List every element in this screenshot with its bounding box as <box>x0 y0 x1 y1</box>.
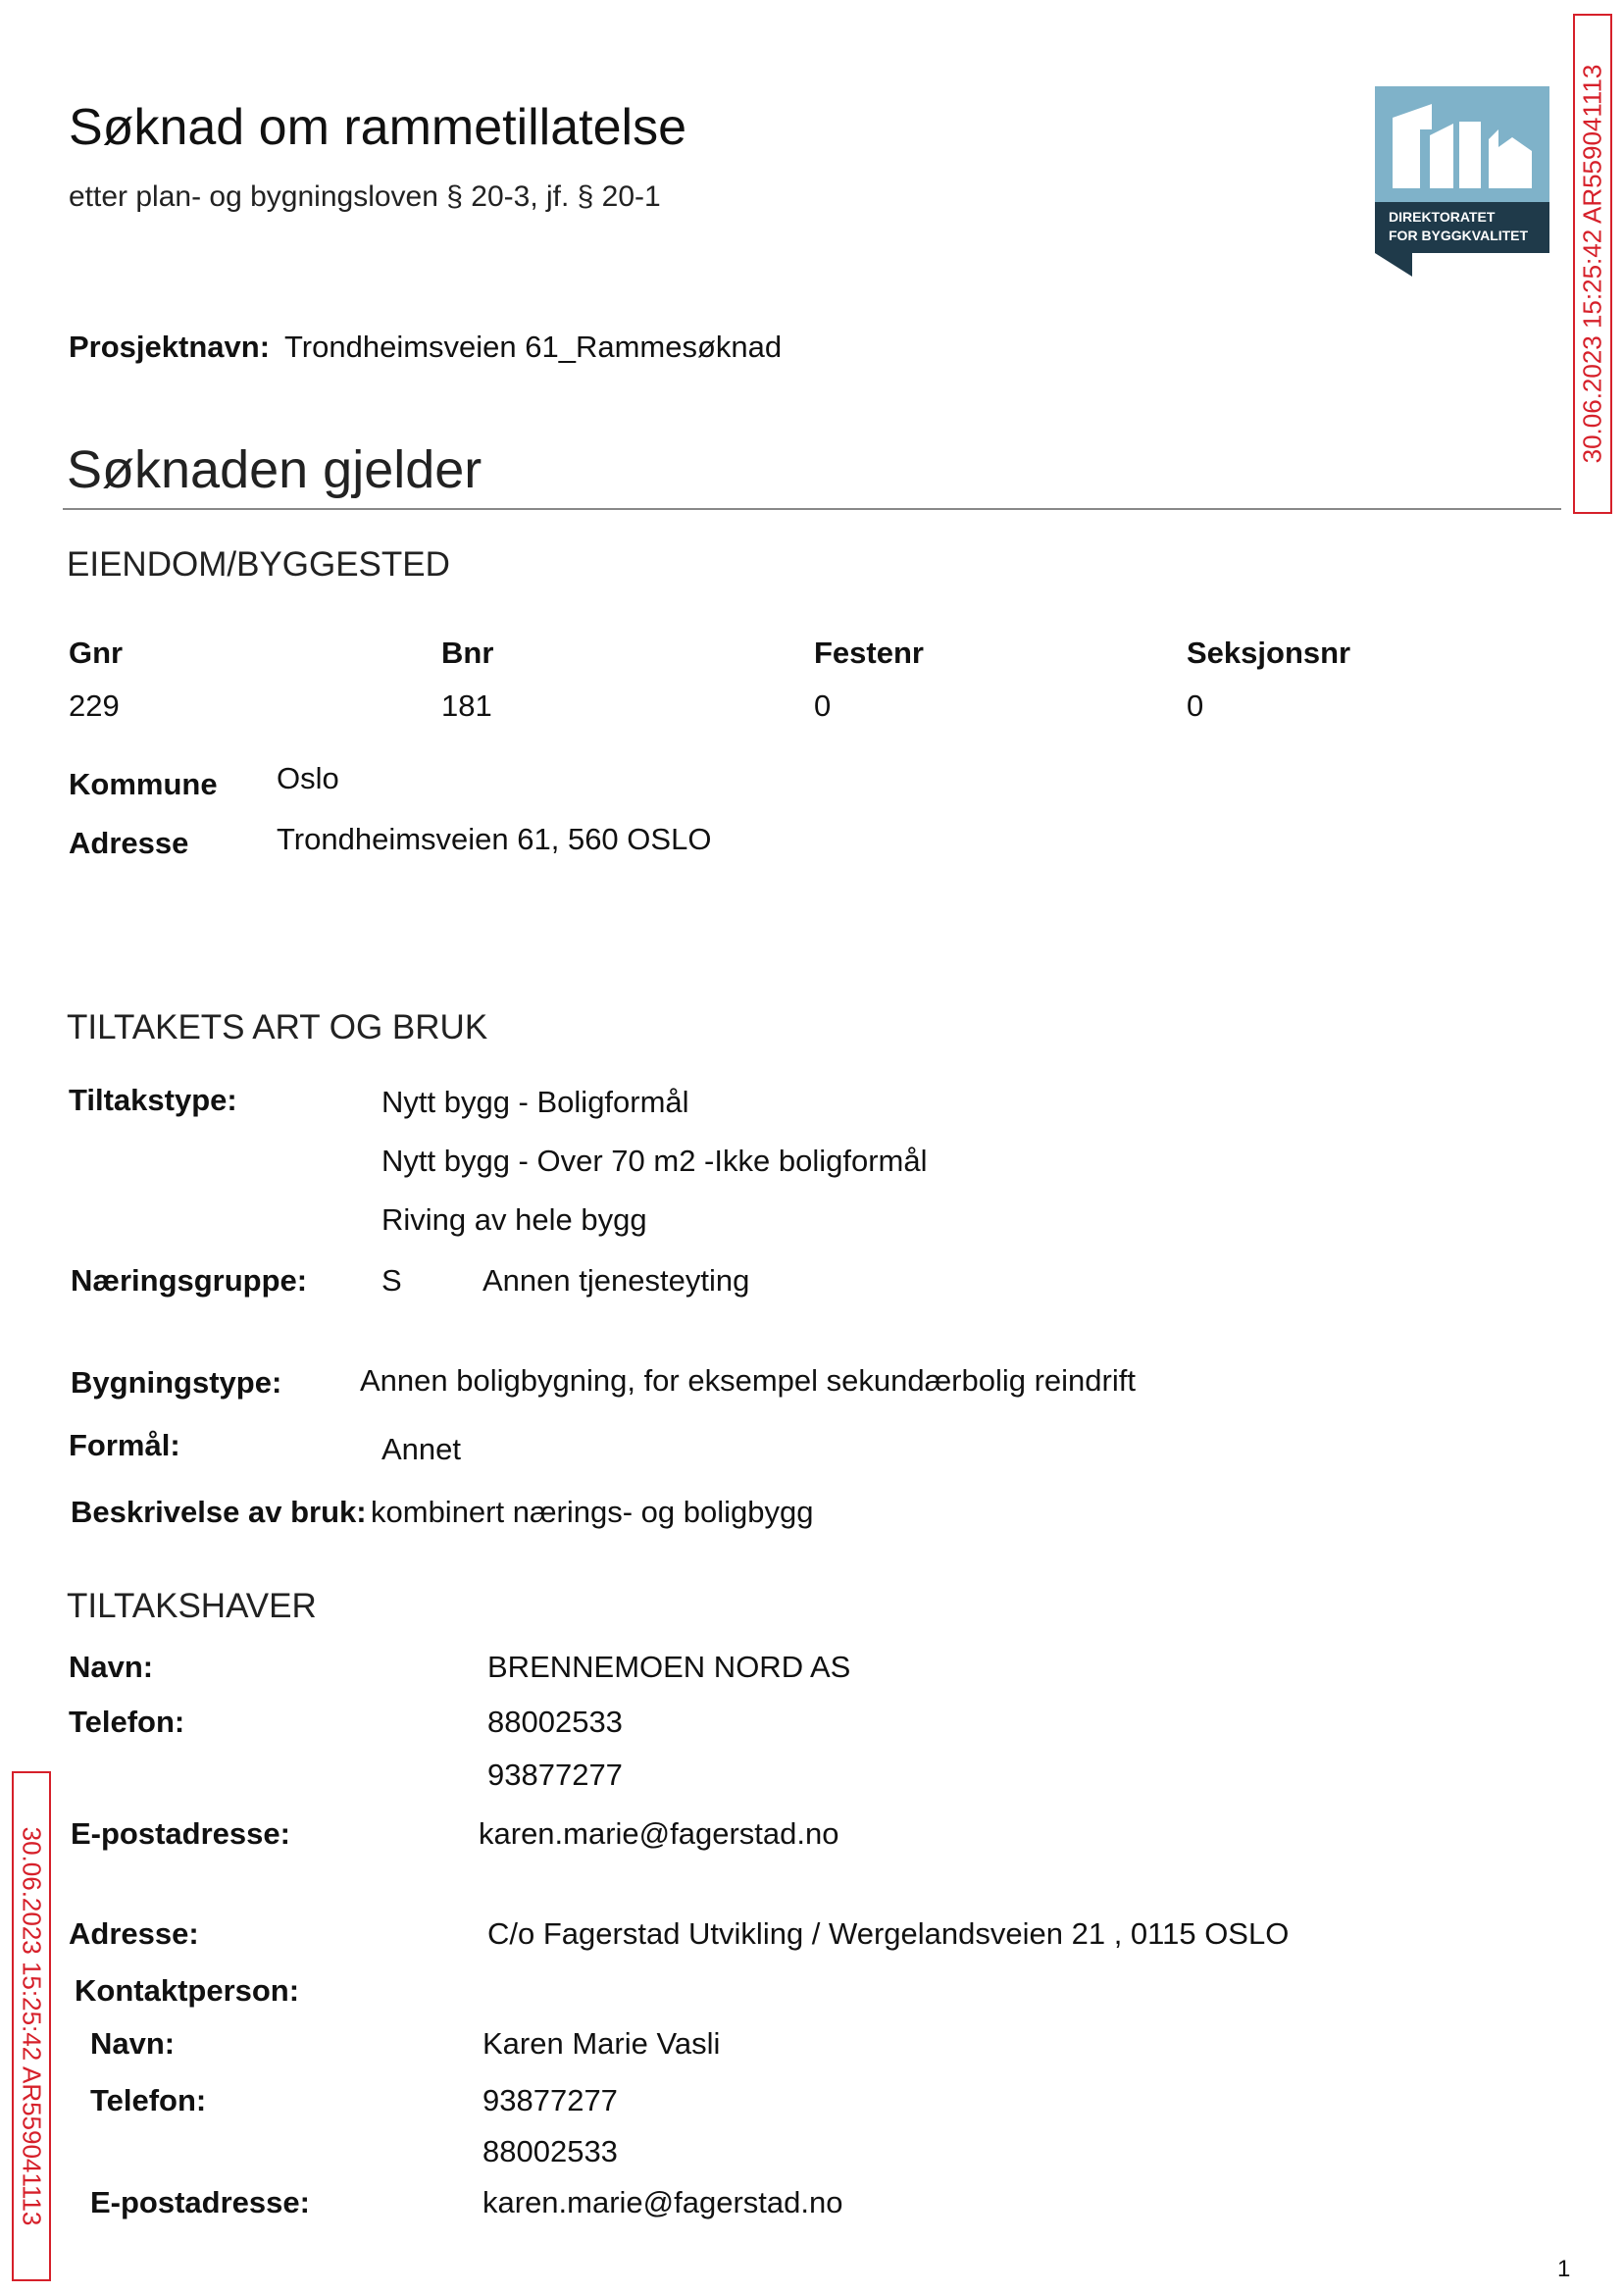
applicant-telefon-label: Telefon: <box>69 1705 185 1739</box>
festenr-value: 0 <box>814 688 832 723</box>
document-title: Søknad om rammetillatelse <box>69 99 686 156</box>
bygningstype-value: Annen boligbygning, for eksempel sekundærbolig reindrift <box>360 1363 1136 1398</box>
naeringsgruppe-value: Annen tjenesteyting <box>482 1263 750 1298</box>
receipt-stamp-left-text: 30.06.2023 15:25:42 AR559041113 <box>17 1826 47 2226</box>
bygningstype-label: Bygningstype: <box>71 1365 282 1400</box>
dibk-logo <box>1375 86 1549 277</box>
project-name-label: Prosjektnavn: <box>69 330 271 364</box>
formaal-label: Formål: <box>69 1428 180 1462</box>
logo-text-line1: DIREKTORATET <box>1389 209 1496 225</box>
bnr-label: Bnr <box>441 636 494 670</box>
kontakt-telefon-value-2: 88002533 <box>482 2134 618 2168</box>
page-number: 1 <box>1557 2256 1571 2282</box>
logo-tail <box>1375 253 1412 277</box>
festenr-label: Festenr <box>814 636 924 670</box>
property-section-title: EIENDOM/BYGGESTED <box>67 545 450 584</box>
beskrivelse-value: kombinert nærings- og boligbygg <box>371 1495 814 1529</box>
applicant-epost-label: E-postadresse: <box>71 1816 290 1851</box>
applicant-navn-label: Navn: <box>69 1650 154 1684</box>
project-name-value: Trondheimsveien 61_Rammesøknad <box>284 330 783 364</box>
applicant-telefon-value-2: 93877277 <box>487 1758 623 1792</box>
naeringsgruppe-code: S <box>381 1263 402 1298</box>
measure-section-title: TILTAKETS ART OG BRUK <box>67 1008 488 1046</box>
applicant-adresse-value: C/o Fagerstad Utvikling / Wergelandsveien 21 , 0115 OSLO <box>487 1916 1290 1951</box>
receipt-stamp-left <box>12 1771 51 2281</box>
adresse-label: Adresse <box>69 826 189 860</box>
tiltakstype-value-3: Riving av hele bygg <box>381 1202 647 1237</box>
section-heading: Søknaden gjelder <box>67 440 482 499</box>
logo-text-line2: FOR BYGGKVALITET <box>1389 228 1529 243</box>
bnr-value: 181 <box>441 688 492 723</box>
kontakt-epost-value: karen.marie@fagerstad.no <box>482 2185 843 2219</box>
kontakt-navn-value: Karen Marie Vasli <box>482 2026 721 2061</box>
seksjonsnr-value: 0 <box>1187 688 1204 723</box>
document-subtitle: etter plan- og bygningsloven § 20-3, jf. § 20-1 <box>69 180 661 213</box>
applicant-adresse-label: Adresse: <box>69 1916 199 1951</box>
tiltakstype-label: Tiltakstype: <box>69 1083 237 1117</box>
tiltakstype-value-1: Nytt bygg - Boligformål <box>381 1085 689 1119</box>
applicant-epost-value: karen.marie@fagerstad.no <box>479 1816 839 1851</box>
kontakt-telefon-value-1: 93877277 <box>482 2083 618 2117</box>
kontakt-navn-label: Navn: <box>90 2026 176 2061</box>
beskrivelse-label: Beskrivelse av bruk: <box>71 1495 367 1529</box>
receipt-stamp-top <box>1573 14 1612 514</box>
applicant-navn-value: BRENNEMOEN NORD AS <box>487 1650 851 1684</box>
kommune-value: Oslo <box>277 761 339 795</box>
kontakt-telefon-label: Telefon: <box>90 2083 207 2117</box>
gnr-label: Gnr <box>69 636 124 670</box>
formaal-value: Annet <box>381 1432 462 1466</box>
heading-divider <box>63 508 1561 510</box>
applicant-section-title: TILTAKSHAVER <box>67 1587 317 1625</box>
applicant-telefon-value-1: 88002533 <box>487 1705 623 1739</box>
gnr-value: 229 <box>69 688 120 723</box>
kontaktperson-label: Kontaktperson: <box>75 1973 300 2008</box>
seksjonsnr-label: Seksjonsnr <box>1187 636 1351 670</box>
kontakt-epost-label: E-postadresse: <box>90 2185 310 2219</box>
kommune-label: Kommune <box>69 767 218 801</box>
adresse-value: Trondheimsveien 61, 560 OSLO <box>277 822 712 856</box>
tiltakstype-value-2: Nytt bygg - Over 70 m2 -Ikke boligformål <box>381 1144 928 1178</box>
receipt-stamp-top-text: 30.06.2023 15:25:42 AR559041113 <box>1577 64 1607 464</box>
naeringsgruppe-label: Næringsgruppe: <box>71 1263 308 1298</box>
